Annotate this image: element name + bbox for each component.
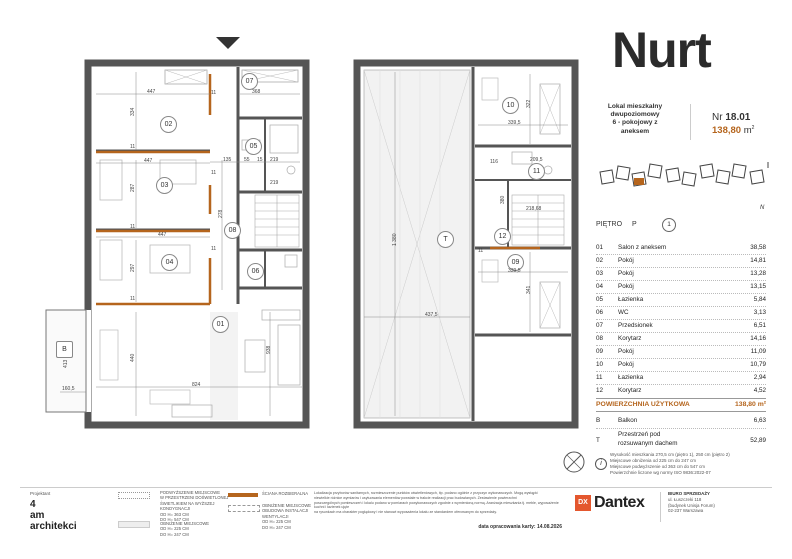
dim-label: 447	[144, 158, 153, 164]
floor-circle[interactable]: 1	[662, 218, 676, 232]
legend-swatch-grey	[118, 521, 150, 528]
extra-name-balcony: Balkon	[618, 417, 638, 424]
brand-logo: Nurt	[612, 22, 711, 78]
dim-label: 219	[270, 157, 279, 163]
dim-label: 219	[270, 180, 279, 186]
sales-line: (budynek Unisja Forum)	[668, 502, 715, 508]
room-name: Pokój	[618, 361, 634, 368]
floor-value: P	[632, 221, 637, 228]
room-name: WC	[618, 309, 629, 316]
designer-logo-2: am	[30, 510, 45, 521]
extra-area-roof: 52,89	[750, 437, 766, 444]
note-line: Wysokość mieszkania 270,5 cm (piętro 1), 250 cm (piętro 2)	[610, 452, 730, 457]
room-area: 10,79	[750, 361, 766, 368]
room-name: Korytarz	[618, 335, 642, 342]
room-area: 3,13	[753, 309, 766, 316]
room-label-t: T	[437, 231, 454, 248]
unit-area-value: 138,80	[712, 125, 742, 137]
legend-line: DO H= 247 CM	[160, 531, 189, 537]
room-no: 06	[596, 309, 604, 316]
developer-mark: DX	[575, 495, 591, 511]
room-area: 14,81	[750, 257, 766, 264]
legend-line: DO H= 247 CM	[262, 524, 291, 530]
legend-line: OBUDOWA INSTALACJI	[262, 508, 309, 514]
legend-line: OD H= 363 CM	[160, 511, 189, 517]
legend-line: WENTYLACJI	[262, 513, 289, 519]
room-no: 08	[596, 335, 604, 342]
room-no: 12	[596, 387, 604, 394]
unit-area-unit: m	[743, 125, 752, 137]
north-label: N	[760, 205, 765, 211]
total-label: POWIERZCHNIA UŻYTKOWA	[596, 401, 690, 408]
room-area: 38,58	[750, 244, 766, 251]
sales-line: ul. Łuszczeki 118	[668, 496, 702, 502]
dim-label: 15	[257, 157, 263, 163]
room-label-04: 04	[161, 254, 178, 271]
dim-label: 11	[478, 248, 484, 254]
dim-label: 440	[130, 353, 136, 362]
room-area: 13,28	[750, 270, 766, 277]
dim-label: 339,5	[508, 268, 521, 274]
room-label-07: 07	[241, 73, 258, 90]
room-name: Pokój	[618, 270, 634, 277]
unit-number-label: Nr	[712, 112, 723, 123]
unit-desc-line: dwupoziomowy	[610, 111, 660, 119]
room-no: 09	[596, 348, 604, 355]
unit-area: 138,80 $m^2$	[712, 125, 755, 137]
legend-swatch-dashed	[228, 505, 260, 512]
dim-label: 218,68	[526, 206, 542, 212]
dim-label: 55	[244, 157, 250, 163]
room-area: 5,84	[753, 296, 766, 303]
legend-line: DO H= 547 CM	[160, 517, 189, 523]
dim-label: 11	[211, 246, 217, 252]
room-label-05: 05	[245, 138, 262, 155]
room-label-09: 09	[507, 254, 524, 271]
legend-swatch-dotted	[118, 492, 150, 499]
dim-label: 334	[130, 107, 136, 116]
total-divider-bottom	[596, 411, 766, 412]
dim-label: 938	[266, 345, 272, 354]
unit-desc-line: 6 - pokojowy z	[612, 119, 658, 127]
info-divider	[690, 104, 691, 140]
room-name: Pokój	[618, 257, 634, 264]
legend-line: OBNIŻENIE MIEJSCOWE	[160, 521, 210, 526]
dim-label: 339,5	[508, 120, 521, 126]
room-no: 07	[596, 322, 604, 329]
room-no: 10	[596, 361, 604, 368]
disclaimer	[314, 491, 562, 515]
legend-line: ŚCIANA ROZBIERALNA	[262, 491, 309, 496]
room-name: Pokój	[618, 348, 634, 355]
dim-label: 11	[130, 296, 136, 302]
sales-office	[668, 491, 715, 514]
dim-label: 824	[192, 382, 201, 388]
designer-logo-1: 4	[30, 499, 36, 510]
legend-line: OD H= 225 CM	[160, 526, 189, 532]
room-no: 02	[596, 257, 604, 264]
note-line: Miejscowe obniżenia od 225 cm do 247 cm	[610, 458, 697, 463]
dim-label: 413	[63, 359, 69, 368]
legend-line: ŚWIETLIKIEM NA WYŻSZEJ	[160, 500, 215, 506]
sales-line: BIURO SPRZEDAŻY	[668, 491, 710, 496]
note-line: Powierzchnie liczone wg normy ISO 9836:2022-07	[610, 470, 711, 475]
info-icon: i	[595, 458, 607, 470]
room-label-01: 01	[212, 316, 229, 333]
total-divider	[596, 398, 766, 399]
footer-divider	[20, 487, 772, 488]
room-label-11: 11	[528, 163, 545, 180]
designer-label: Projektant	[30, 491, 51, 496]
legend-line: KONDYGNACJI	[160, 506, 191, 512]
dim-label: 160,5	[62, 386, 75, 392]
legend-line: OBNIŻENIE MIEJSCOWE	[262, 503, 312, 508]
dim-label: 135	[223, 157, 232, 163]
dim-label: 447	[158, 232, 167, 238]
legend-lowered	[160, 521, 209, 537]
dim-label: 11	[211, 90, 217, 96]
room-name: Korytarz	[618, 387, 642, 394]
dim-label: 1 380	[392, 233, 398, 246]
extra-name-roof-1: Przestrzeń pod	[618, 431, 661, 438]
floor-label: PIĘTRO	[596, 221, 623, 228]
dim-label: 297	[130, 263, 136, 272]
legend-swatch-brown	[228, 493, 258, 497]
dim-label: 287	[130, 183, 136, 192]
room-name: Łazienka	[618, 296, 644, 303]
extra-no-roof: T	[596, 437, 600, 444]
dim-label: 11	[130, 144, 136, 150]
room-label-06: 06	[247, 263, 264, 280]
disclaimer-line: Lokalizacja przyborów sanitarnych, rozmieszczenie punktów oświetleniowych, itp. podano ogólnie z przyczyn wykonawczych. Mogą wystąpić	[314, 491, 538, 495]
room-no: 05	[596, 296, 604, 303]
disclaimer-line: poszczególnych pomieszczeń i lokalu podano w pomiarach powykonawczych zgodnie z wymienioną normą. Aranżacja mieszkania tj. meble, wyposażenie kuchni i łazienek ujęte	[314, 500, 559, 510]
room-area: 4,52	[753, 387, 766, 394]
dim-label: 437,5	[425, 312, 438, 318]
legend-line: OD H= 225 CM	[262, 519, 291, 525]
dim-label: 278	[218, 209, 224, 218]
legend-line: PODWYŻSZENIE MIEJSCOWE	[160, 490, 221, 495]
legend-raised	[160, 490, 228, 522]
sales-line: 02-237 Warszawa	[668, 508, 704, 514]
room-no: 11	[596, 374, 603, 381]
room-name: Salon z aneksem	[618, 244, 667, 251]
room-label-12: 12	[494, 228, 511, 245]
room-label-03: 03	[156, 177, 173, 194]
unit-desc-line: Lokal mieszkalny	[607, 103, 663, 110]
extra-name-roof-2: rozsuwanym dachem	[618, 440, 678, 447]
dim-label: 322	[526, 99, 532, 108]
legend-ventilation	[262, 503, 311, 530]
room-label-02: 02	[160, 116, 177, 133]
room-area: 6,51	[753, 322, 766, 329]
sales-divider	[660, 492, 661, 522]
height-notes	[610, 452, 730, 476]
total-value: 138,80 m²	[735, 401, 766, 408]
dim-label: 209,5	[530, 157, 543, 163]
extra-area-balcony: 6,63	[753, 417, 766, 424]
room-area: 2,94	[753, 374, 766, 381]
room-no: 03	[596, 270, 604, 277]
room-area: 13,15	[750, 283, 766, 290]
disclaimer-line: na rysunkach ma charakter poglądowy i nie stanowi wyposażenia lokalu ze standardem oferowanym do sprzedaży.	[314, 510, 497, 515]
room-label-10: 10	[502, 97, 519, 114]
room-name: Przedsionek	[618, 322, 653, 329]
unit-number-value: 18.01	[725, 112, 751, 123]
disclaimer-line: niewielkie różnice wymiarów i usytuowania elementów powstałe w trakcie realizacji prac budowlanych. Zestawienie powierzchni	[314, 495, 517, 500]
room-area: 14,16	[750, 335, 766, 342]
card-date: data opracowania karty: 14.08.2026	[478, 524, 562, 530]
room-no: 04	[596, 283, 604, 290]
designer-logo-3: architekci	[30, 521, 77, 532]
dim-label: 11	[130, 224, 136, 230]
room-name: Łazienka	[618, 374, 644, 381]
room-label-balcony: B	[56, 341, 73, 358]
building-key-plan	[598, 160, 773, 198]
developer-logo: Dantex	[594, 494, 645, 511]
dim-label: 341	[526, 285, 532, 294]
table-row	[596, 387, 766, 398]
unit-number	[712, 112, 750, 123]
dim-label: 116	[490, 159, 498, 165]
room-area: 11,09	[750, 348, 766, 355]
legend-line: W PRZESTRZENI DOŚWIETLONEJ	[160, 495, 229, 501]
room-no: 01	[596, 244, 604, 251]
dim-label: 368	[252, 89, 261, 95]
unit-desc-line: aneksem	[620, 127, 650, 135]
room-name: Pokój	[618, 283, 634, 290]
room-label-08: 08	[224, 222, 241, 239]
dim-label: 380	[500, 195, 506, 204]
extra-no-balcony: B	[596, 417, 601, 424]
note-line: Miejscowe podwyższenie od 363 cm do 547 cm	[610, 464, 706, 469]
compass-icon	[562, 450, 586, 474]
legend-dismountable	[262, 491, 308, 496]
dim-label: 447	[147, 89, 156, 95]
unit-description	[585, 103, 685, 136]
dim-label: 11	[211, 170, 217, 176]
